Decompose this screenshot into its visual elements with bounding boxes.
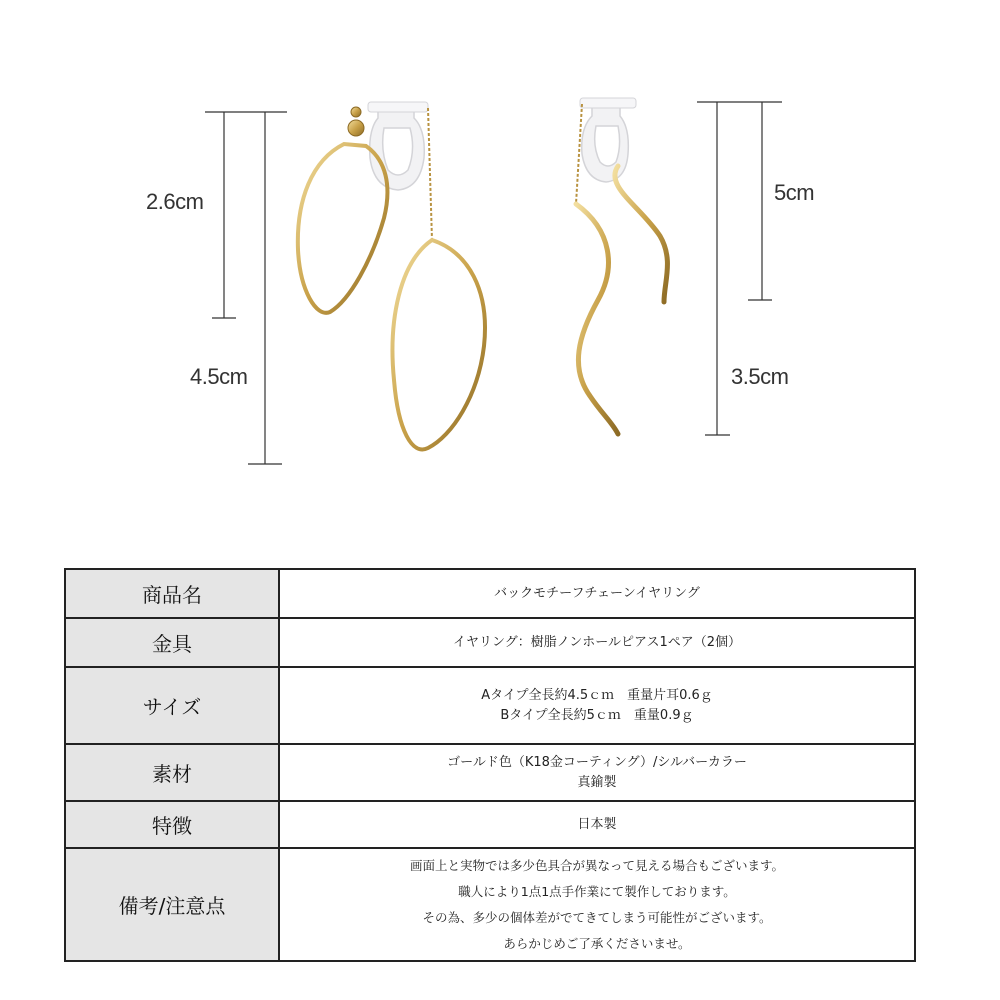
- dimension-label-right-top: 5cm: [774, 180, 815, 205]
- table-row: [65, 744, 915, 801]
- table-row: [65, 569, 915, 618]
- resin-clip-icon: [582, 102, 629, 182]
- row-label-fittings: 金具: [65, 618, 279, 667]
- row-label-features: 特徴: [65, 801, 279, 848]
- earring-type-b: [576, 98, 667, 434]
- table-row: [65, 848, 915, 961]
- dimension-label-right-bottom: 3.5cm: [731, 364, 789, 389]
- row-value-material: ゴールド色（K18金コーティング）/シルバーカラー 真鍮製: [279, 744, 915, 801]
- row-label-material: 素材: [65, 744, 279, 801]
- row-label-product-name: 商品名: [65, 569, 279, 618]
- earring-type-a: [298, 102, 485, 449]
- left-dimension-lines: [205, 112, 287, 464]
- dimension-label-left-bottom: 4.5cm: [190, 364, 248, 389]
- spec-table: [64, 568, 916, 962]
- row-label-notes: 備考/注意点: [65, 848, 279, 961]
- row-value-fittings: イヤリング：樹脂ノンホールピアス1ペア（2個）: [279, 618, 915, 667]
- row-label-size: サイズ: [65, 667, 279, 744]
- table-row: [65, 618, 915, 667]
- dimension-label-left-top: 2.6cm: [146, 189, 204, 214]
- table-row: [65, 667, 915, 744]
- row-value-notes: 画面上と実物では多少色具合が異なって見える場合もございます。 職人により1点1点手作業にて製作しております。 その為、多少の個体差がでてきてしまう可能性がございます。 あらかじめご了承くださいませ。: [279, 848, 915, 961]
- row-value-product-name: バックモチーフチェーンイヤリング: [279, 569, 915, 618]
- row-value-features: 日本製: [279, 801, 915, 848]
- row-value-size: Aタイプ全長約4.5ｃｍ 重量片耳0.6ｇ Bタイプ全長約5ｃｍ 重量0.9ｇ: [279, 667, 915, 744]
- table-row: [65, 801, 915, 848]
- resin-clip-icon: [370, 106, 425, 190]
